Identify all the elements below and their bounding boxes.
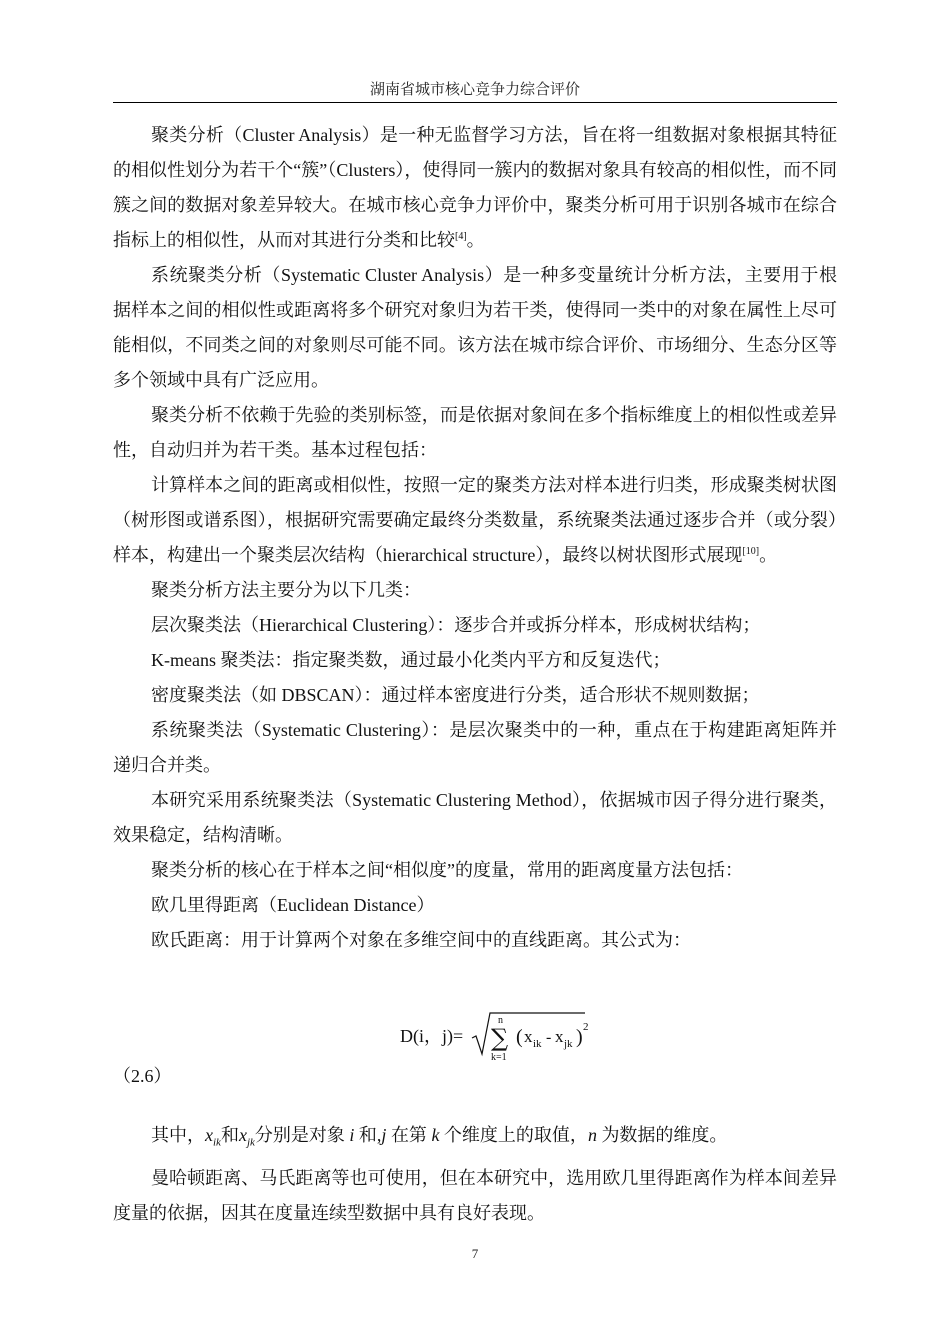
formula-svg <box>400 1008 600 1064</box>
paragraph-method-choice: 本研究采用系统聚类法（Systematic Clustering Method），依据城市因子得分进行聚类，效果稳定，结构清晰。 <box>113 790 837 845</box>
var-x1: x <box>524 1027 533 1046</box>
paragraph-distance-choice: 曼哈顿距离、马氏距离等也可使用，但在本研究中，选用欧几里得距离作为样本间差异度量的依据，因其在度量连续型数据中具有良好表现。 <box>113 1167 837 1223</box>
paragraph-principle: 聚类分析不依赖于先验的类别标签，而是依据对象间在多个指标维度上的相似性或差异性，自动归并为若干类。基本过程包括： <box>113 405 837 460</box>
list-item-hierarchical: 层次聚类法（Hierarchical Clustering）：逐步合并或拆分样本，形成树状结构； <box>151 615 761 635</box>
page-header-title: 湖南省城市核心竞争力综合评价 <box>369 82 580 98</box>
minus-sign: - <box>546 1029 552 1046</box>
sum-upper: n <box>498 1015 503 1026</box>
body-text <box>113 118 837 958</box>
sum-icon: ∑ <box>491 1024 509 1052</box>
power-2: 2 <box>583 1021 589 1033</box>
paragraph-systematic-cluster: 系统聚类分析（Systematic Cluster Analysis）是一种多变量统计分析方法，主要用于根据样本之间的相似性或距离将多个研究对象归为若干类，使得同一类中的对象在属性上尽可能相似，不同类之间的对象则尽可能不同。该方法在城市综合评价、市场细分、生态分区等多个领域中具有广泛应用。 <box>113 265 837 390</box>
paragraph-distance-intro: 聚类分析的核心在于样本之间“相似度”的度量，常用的距离度量方法包括： <box>151 860 743 880</box>
body-text-after-formula <box>113 1118 837 1231</box>
equation-number: （2.6） <box>113 1066 172 1086</box>
paragraph-methods-intro: 聚类分析方法主要分为以下几类： <box>151 580 421 600</box>
sub-jk: jk <box>564 1038 573 1050</box>
header-divider <box>113 102 837 103</box>
formula-lhs: D(i，j)= <box>400 1026 464 1046</box>
formula-euclidean-distance <box>400 1008 600 1069</box>
citation-ref[interactable]: [4] <box>455 231 467 242</box>
var-x2: x <box>555 1027 564 1046</box>
page-number: 7 <box>471 1246 479 1261</box>
paragraph-euclidean-heading: 欧几里得距离（Euclidean Distance） <box>151 895 435 915</box>
sub-ik: ik <box>533 1038 542 1050</box>
sum-lower: k=1 <box>491 1052 507 1063</box>
paren-close: ) <box>576 1026 583 1048</box>
paragraph-symbols: 其中，$x_{ik}$和$x_{jk}$分别是对象 i 和,j 在第 k 个维度上的取值，n 为数据的维度。 <box>151 1125 728 1149</box>
list-item-kmeans: K-means 聚类法：指定聚类数，通过最小化类内平方和反复迭代； <box>151 650 671 670</box>
citation-ref[interactable]: [10] <box>742 546 760 557</box>
paren-open: ( <box>516 1026 523 1048</box>
list-item-dbscan: 密度聚类法（如 DBSCAN）：通过样本密度进行分类，适合形状不规则数据； <box>151 685 760 705</box>
paragraph-process: 计算样本之间的距离或相似性，按照一定的聚类方法对样本进行归类，形成聚类树状图（树形图或谱系图），根据研究需要确定最终分类数量，系统聚类法通过逐步合并（或分裂）样本，构建出一个聚类层次结构（hierarchical structure），最终以树状图形式展现[10]。 <box>113 475 837 565</box>
list-item-systematic: 系统聚类法（Systematic Clustering）：是层次聚类中的一种，重点在于构建距离矩阵并递归合并类。 <box>113 720 837 775</box>
paragraph-cluster-analysis: 聚类分析（Cluster Analysis）是一种无监督学习方法，旨在将一组数据对象根据其特征的相似性划分为若干个“簇”（Clusters），使得同一簇内的数据对象具有较高的相似性，而不同簇之间的数据对象差异较大。在城市核心竞争力评价中，聚类分析可用于识别各城市在综合指标上的相似性，从而对其进行分类和比较[4]。 <box>113 125 837 250</box>
paragraph-euclidean-def: 欧氏距离：用于计算两个对象在多维空间中的直线距离。其公式为： <box>151 930 691 950</box>
